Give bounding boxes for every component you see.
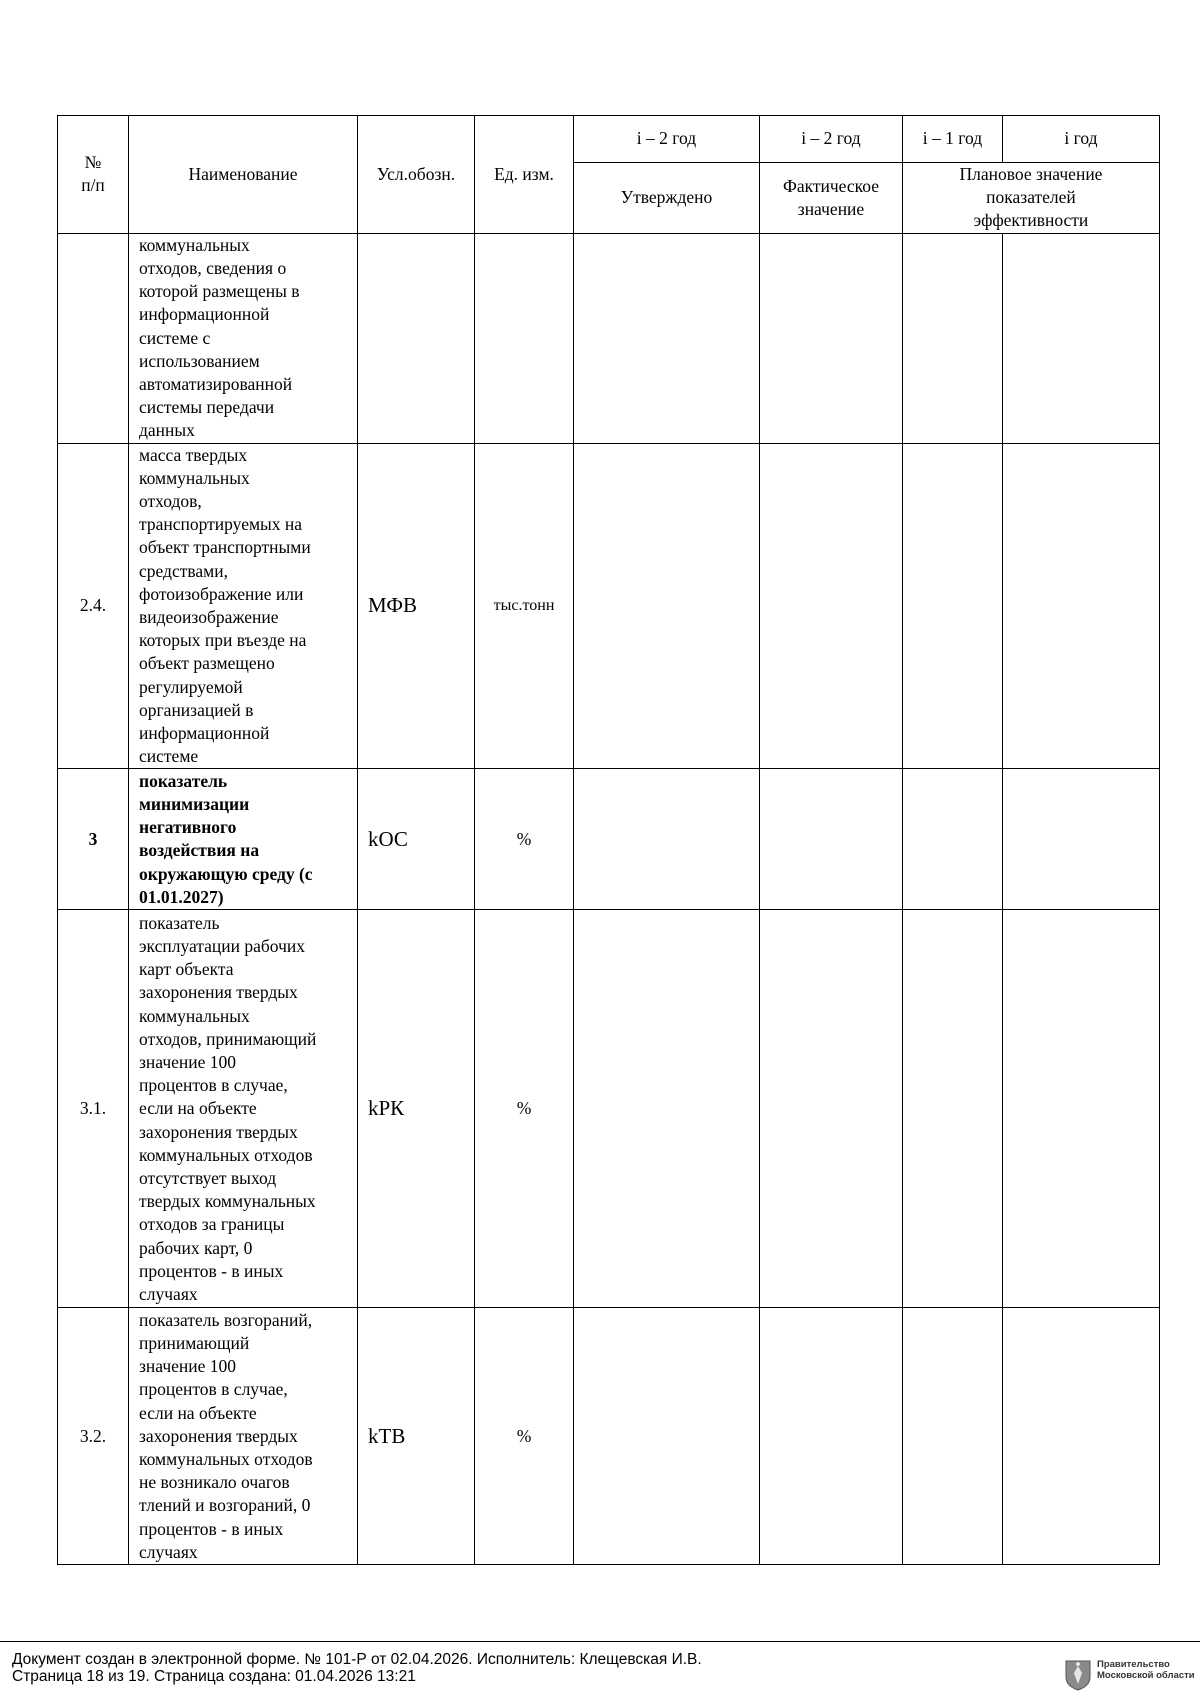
header-approved: Утверждено xyxy=(574,163,760,234)
row-num: 3.1. xyxy=(58,910,129,1308)
header-num: № п/п xyxy=(58,116,129,234)
row-name: коммунальных отходов, сведения о которой размещены в информационной системе с использованием автоматизированной системы передачи данных xyxy=(129,233,358,443)
cell-plan-2 xyxy=(1003,233,1160,443)
cell-actual xyxy=(760,1308,903,1565)
cell-actual xyxy=(760,910,903,1308)
row-symbol: МФВ xyxy=(358,443,475,769)
row-symbol: kТВ xyxy=(358,1308,475,1565)
row-unit: % xyxy=(475,910,574,1308)
header-year-4: i год xyxy=(1003,116,1160,163)
logo-text: Правительство Московской области xyxy=(1097,1659,1195,1681)
cell-approved xyxy=(574,769,760,910)
header-planned: Плановое значение показателей эффективности xyxy=(903,163,1160,234)
cell-plan-1 xyxy=(903,443,1003,769)
table-row xyxy=(58,443,1160,769)
cell-plan-2 xyxy=(1003,910,1160,1308)
row-unit xyxy=(475,233,574,443)
row-name: показатель возгораний, принимающий значение 100 процентов в случае, если на объекте захоронения твердых коммунальных отходов не возникало очагов тлений и возгораний, 0 процентов - в иных случаях xyxy=(129,1308,358,1565)
row-symbol: kОС xyxy=(358,769,475,910)
header-year-1: i – 2 год xyxy=(574,116,760,163)
table-row xyxy=(58,1308,1160,1565)
header-name: Наименование xyxy=(129,116,358,234)
header-year-2: i – 2 год xyxy=(760,116,903,163)
table-row xyxy=(58,910,1160,1308)
cell-plan-2 xyxy=(1003,769,1160,910)
cell-approved xyxy=(574,443,760,769)
table-row xyxy=(58,233,1160,443)
cell-actual xyxy=(760,233,903,443)
table-row xyxy=(58,769,1160,910)
footer-line-2: Страница 18 из 19. Страница создана: 01.04.2026 13:21 xyxy=(12,1668,416,1685)
cell-approved xyxy=(574,910,760,1308)
row-unit: % xyxy=(475,1308,574,1565)
row-symbol: kРК xyxy=(358,910,475,1308)
cell-approved xyxy=(574,1308,760,1565)
row-unit: тыс.тонн xyxy=(475,443,574,769)
cell-actual xyxy=(760,769,903,910)
row-num: 3 xyxy=(58,769,129,910)
indicators-table xyxy=(57,115,1160,1565)
cell-plan-2 xyxy=(1003,443,1160,769)
row-num xyxy=(58,233,129,443)
row-name: масса твердых коммунальных отходов, транспортируемых на объект транспортными средствами, фотоизображение или видеоизображение которых при въезде на объект размещено регулируемой организацией в информационной системе xyxy=(129,443,358,769)
coat-of-arms-icon xyxy=(1063,1657,1093,1691)
header-unit: Ед. изм. xyxy=(475,116,574,234)
header-symbol: Усл.обозн. xyxy=(358,116,475,234)
cell-plan-1 xyxy=(903,1308,1003,1565)
cell-actual xyxy=(760,443,903,769)
row-unit: % xyxy=(475,769,574,910)
footer-line-1: Документ создан в электронной форме. № 101-Р от 02.04.2026. Исполнитель: Клещевская И.В. xyxy=(12,1651,702,1668)
row-name: показатель эксплуатации рабочих карт объекта захоронения твердых коммунальных отходов, принимающий значение 100 процентов в случае, если на объекте захоронения твердых коммунальных отходов отсутствует выход твердых коммунальных отходов за границы рабочих карт, 0 процентов - в иных случаях xyxy=(129,910,358,1308)
header-actual: Фактическое значение xyxy=(760,163,903,234)
cell-plan-2 xyxy=(1003,1308,1160,1565)
cell-plan-1 xyxy=(903,769,1003,910)
row-name: показатель минимизации негативного воздействия на окружающую среду (с 01.01.2027) xyxy=(129,769,358,910)
header-year-3: i – 1 год xyxy=(903,116,1003,163)
row-symbol xyxy=(358,233,475,443)
row-num: 2.4. xyxy=(58,443,129,769)
cell-plan-1 xyxy=(903,233,1003,443)
cell-approved xyxy=(574,233,760,443)
document-footer xyxy=(0,1641,1200,1699)
row-num: 3.2. xyxy=(58,1308,129,1565)
cell-plan-1 xyxy=(903,910,1003,1308)
